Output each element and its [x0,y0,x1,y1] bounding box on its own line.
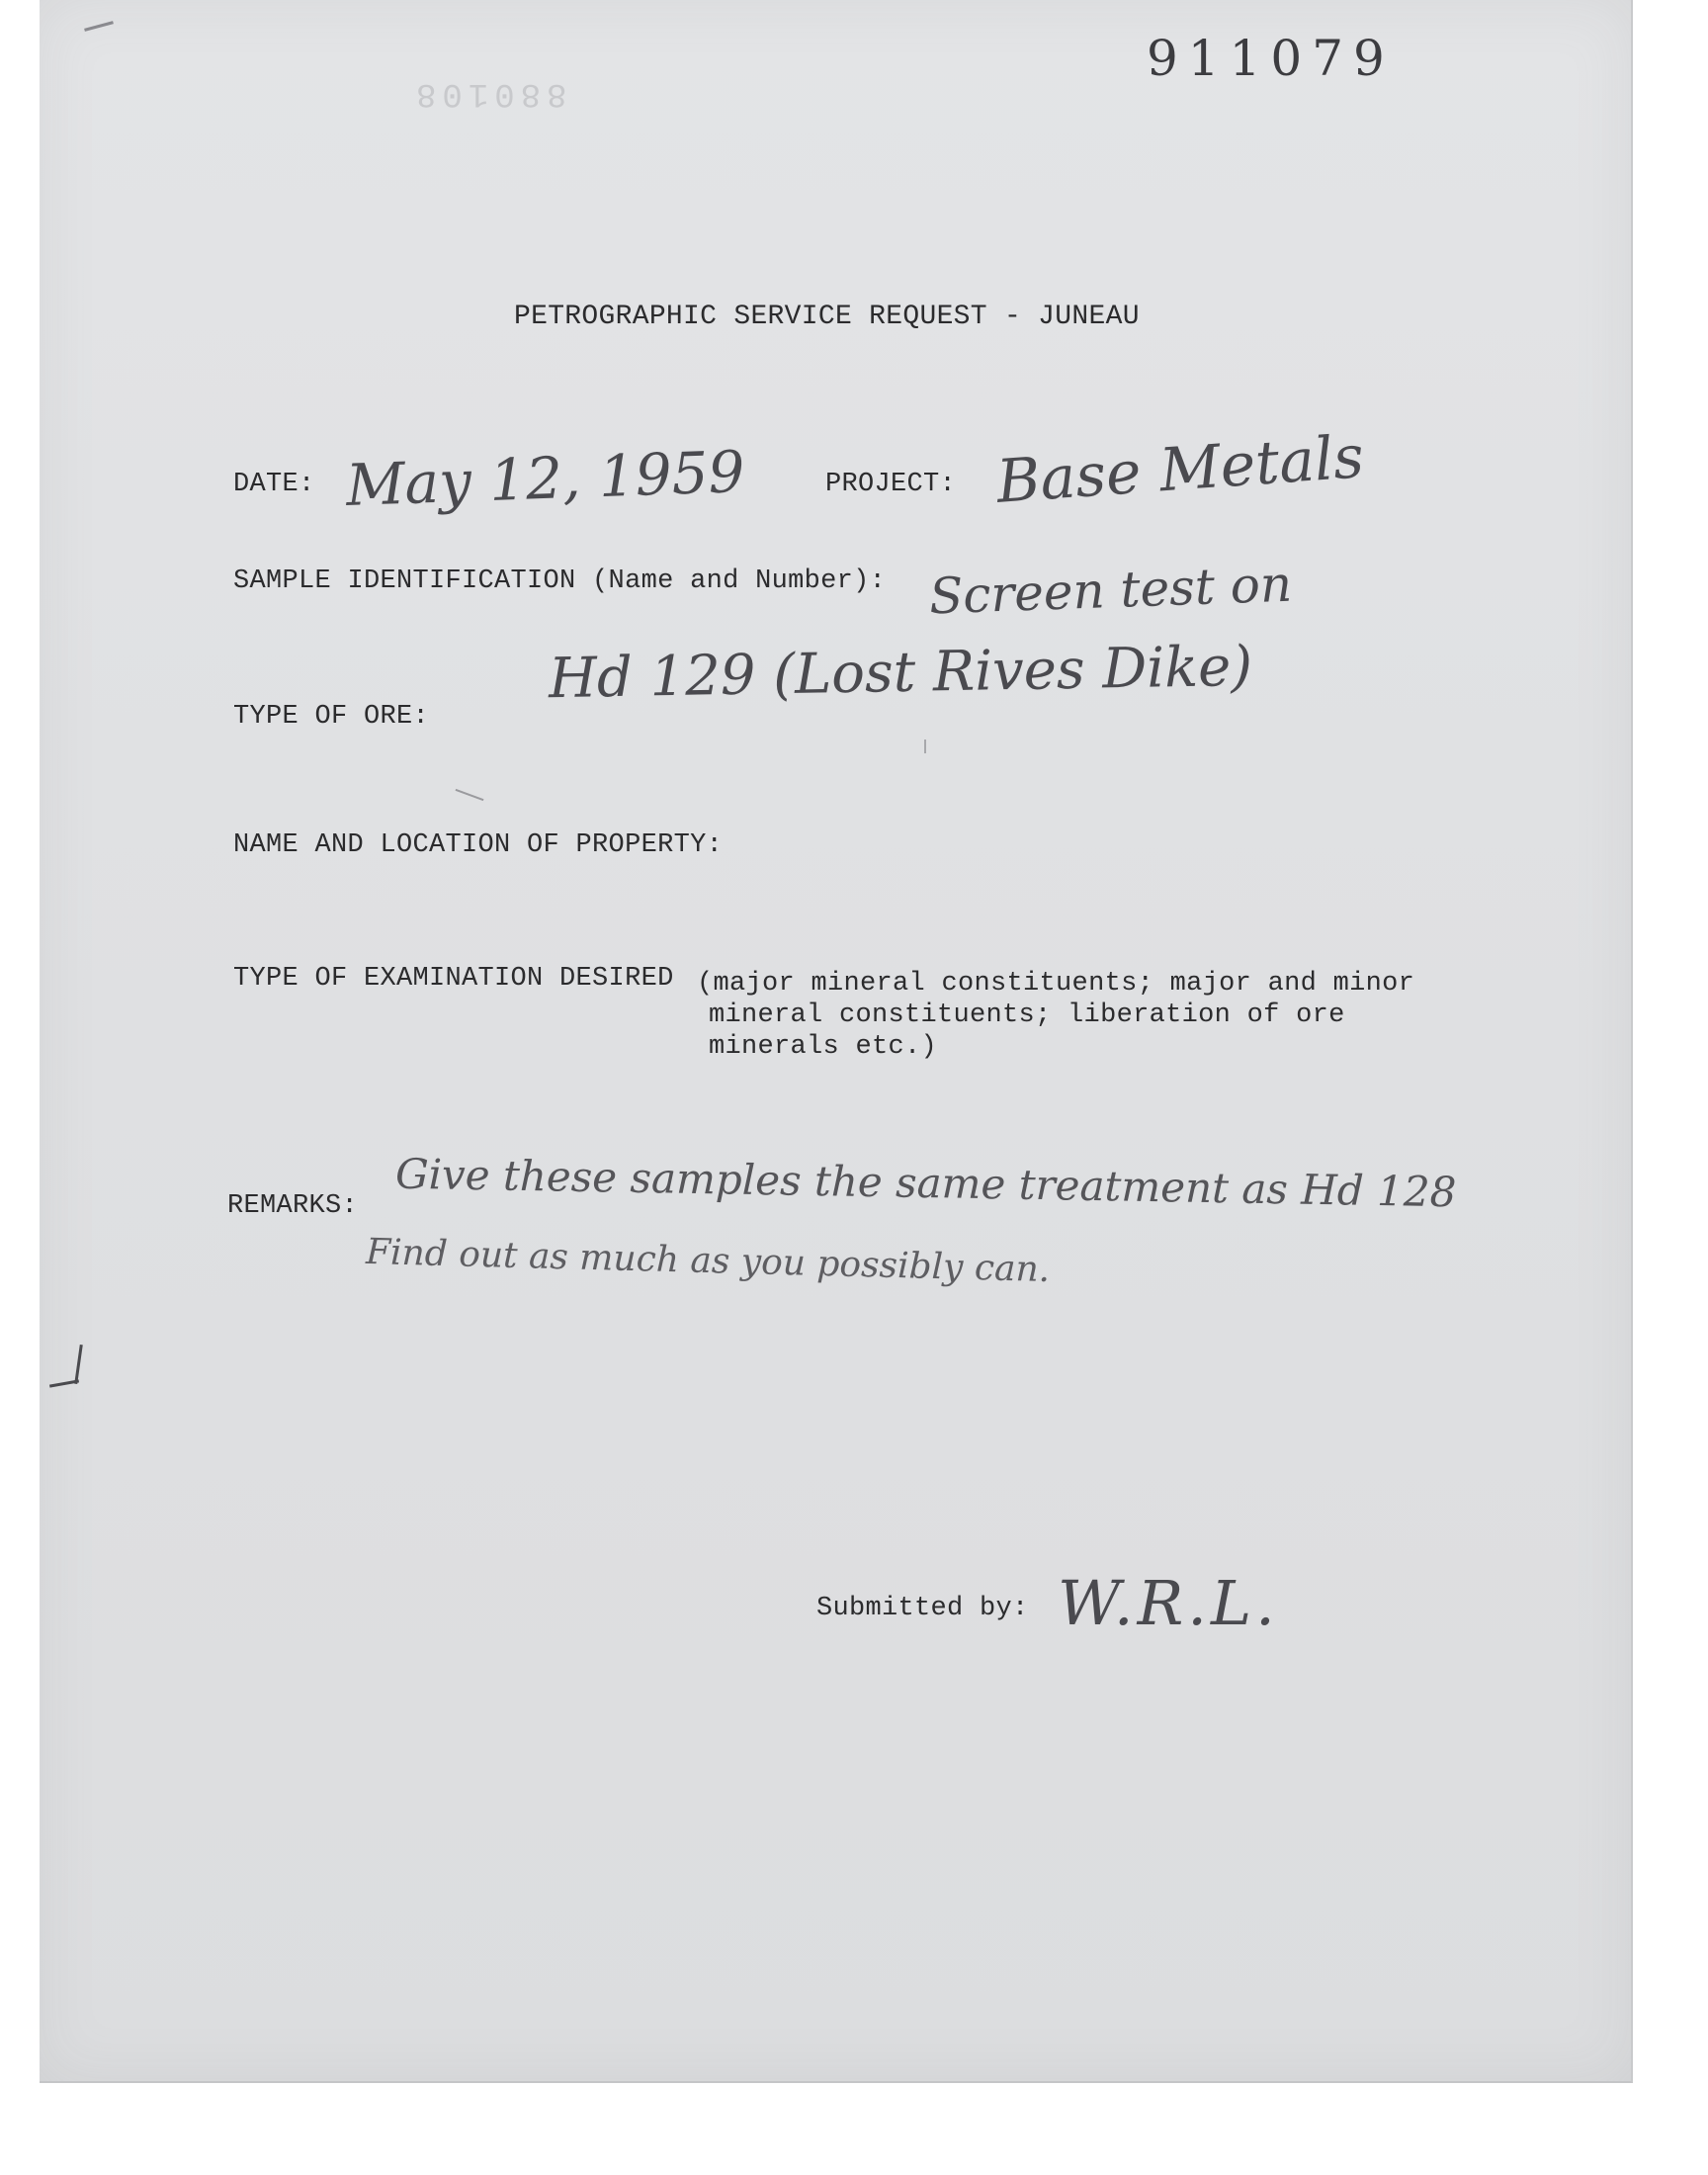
date-label: DATE: [233,470,315,499]
stray-mark [456,789,484,801]
margin-mark [74,1345,83,1384]
examination-description-line1: (major mineral constituents; major and minor [697,969,1415,999]
sample-identification-value-line2: Hd 129 (Lost Rives Dike) [548,634,1253,712]
stray-mark [924,740,926,753]
ghost-stamp-number: 880108 [410,74,567,112]
examination-description-line3: minerals etc.) [709,1032,938,1062]
remarks-label: REMARKS: [227,1191,359,1221]
submitted-by-label: Submitted by: [816,1594,1029,1623]
sample-identification-value-line1: Screen test on [928,555,1293,626]
corner-scribble [84,21,114,32]
document-page [40,0,1633,2083]
form-title: PETROGRAPHIC SERVICE REQUEST - JUNEAU [514,302,1140,332]
examination-description-line2: mineral constituents; liberation of ore [709,1000,1345,1030]
file-number: 911079 [1147,30,1395,87]
examination-label: TYPE OF EXAMINATION DESIRED [233,964,674,994]
submitted-by-signature: W.R.L. [1058,1567,1279,1639]
project-label: PROJECT: [825,470,957,499]
remarks-line1: Give these samples the same treatment as Hd 128 [394,1149,1457,1217]
project-value: Base Metals [994,422,1367,517]
property-label: NAME AND LOCATION OF PROPERTY: [233,830,724,860]
remarks-line2: Find out as much as you possibly can. [365,1231,1051,1291]
type-of-ore-label: TYPE OF ORE: [233,702,430,732]
date-value: May 12, 1959 [344,437,746,520]
sample-identification-label: SAMPLE IDENTIFICATION (Name and Number): [233,566,887,596]
